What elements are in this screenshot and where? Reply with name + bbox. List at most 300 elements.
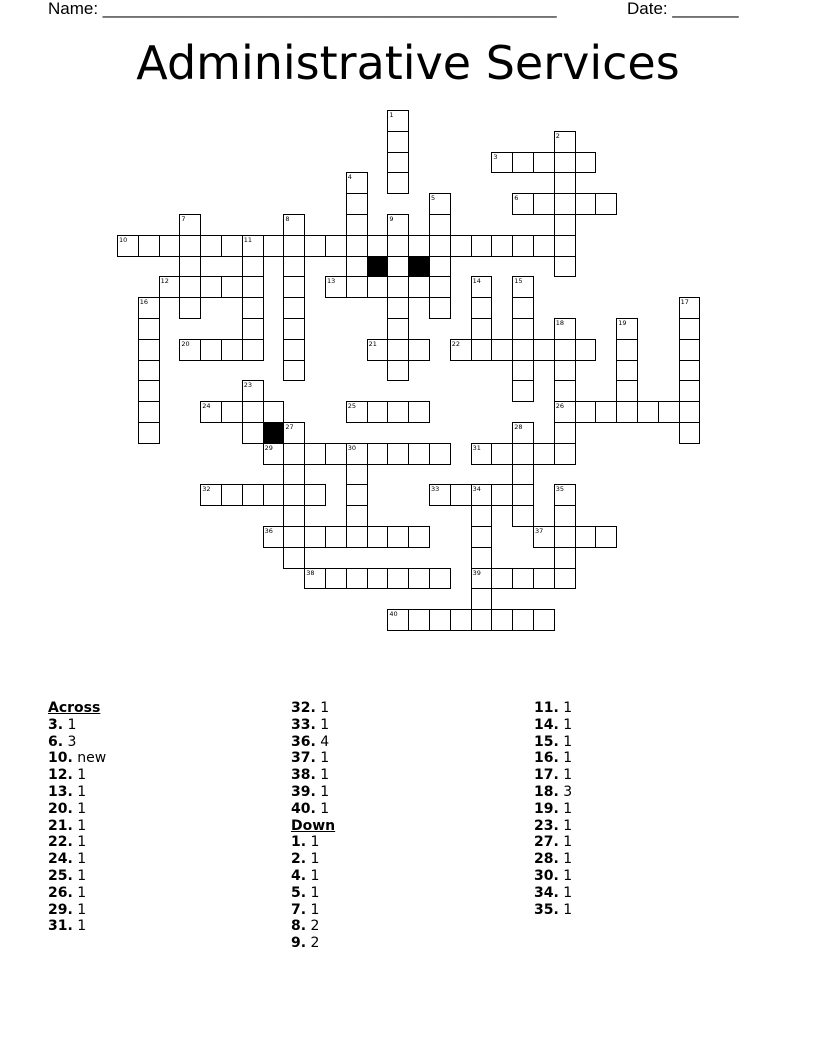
answer-cell[interactable] bbox=[283, 256, 305, 278]
answer-cell[interactable] bbox=[387, 526, 409, 548]
clue-item bbox=[48, 834, 106, 851]
answer-cell[interactable] bbox=[283, 484, 305, 506]
answer-cell[interactable] bbox=[325, 235, 347, 257]
answer-cell[interactable] bbox=[367, 276, 389, 298]
answer-cell[interactable] bbox=[367, 235, 389, 257]
answer-cell[interactable] bbox=[679, 360, 701, 382]
answer-cell[interactable] bbox=[450, 235, 472, 257]
answer-cell[interactable] bbox=[512, 609, 534, 631]
answer-cell[interactable] bbox=[429, 609, 451, 631]
answer-cell[interactable] bbox=[346, 214, 368, 236]
answer-cell[interactable] bbox=[575, 401, 597, 423]
answer-cell[interactable] bbox=[387, 152, 409, 174]
answer-cell[interactable] bbox=[471, 318, 493, 340]
answer-cell[interactable] bbox=[263, 235, 285, 257]
clue-text: 1 bbox=[306, 901, 320, 918]
answer-cell[interactable] bbox=[679, 318, 701, 340]
clue-item bbox=[291, 784, 335, 801]
answer-cell[interactable] bbox=[679, 297, 701, 319]
answer-cell[interactable] bbox=[367, 443, 389, 465]
answer-cell[interactable] bbox=[221, 401, 243, 423]
answer-cell[interactable] bbox=[325, 276, 347, 298]
answer-cell[interactable] bbox=[554, 360, 576, 382]
answer-cell[interactable] bbox=[554, 318, 576, 340]
answer-cell[interactable] bbox=[387, 339, 409, 361]
answer-cell[interactable] bbox=[387, 276, 409, 298]
answer-cell[interactable] bbox=[221, 276, 243, 298]
clue-item bbox=[534, 818, 572, 835]
clue-text: 1 bbox=[72, 783, 87, 800]
answer-cell[interactable] bbox=[200, 339, 222, 361]
answer-cell[interactable] bbox=[387, 360, 409, 382]
answer-cell[interactable] bbox=[658, 401, 680, 423]
cell-number: 16 bbox=[139, 298, 149, 307]
answer-cell[interactable] bbox=[242, 276, 264, 298]
clue-number: 34. bbox=[534, 884, 559, 901]
answer-cell[interactable] bbox=[450, 339, 472, 361]
answer-cell[interactable] bbox=[512, 339, 534, 361]
clue-text: 1 bbox=[558, 834, 573, 851]
clue-item bbox=[291, 834, 335, 851]
answer-cell[interactable] bbox=[387, 318, 409, 340]
clue-text: 1 bbox=[306, 851, 320, 868]
cell-number: 23 bbox=[243, 381, 253, 390]
answer-cell[interactable] bbox=[471, 505, 493, 527]
answer-cell[interactable] bbox=[512, 422, 534, 444]
answer-cell[interactable] bbox=[387, 401, 409, 423]
answer-cell[interactable] bbox=[346, 505, 368, 527]
answer-cell[interactable] bbox=[387, 609, 409, 631]
answer-cell[interactable] bbox=[138, 360, 160, 382]
answer-cell[interactable] bbox=[221, 339, 243, 361]
answer-cell[interactable] bbox=[429, 484, 451, 506]
clue-item bbox=[48, 784, 106, 801]
black-square bbox=[408, 256, 430, 278]
answer-cell[interactable] bbox=[242, 339, 264, 361]
answer-cell[interactable] bbox=[408, 276, 430, 298]
clue-number: 18. bbox=[534, 783, 559, 800]
answer-cell[interactable] bbox=[491, 609, 513, 631]
answer-cell[interactable] bbox=[138, 401, 160, 423]
answer-cell[interactable] bbox=[283, 235, 305, 257]
clue-text: 1 bbox=[72, 918, 87, 935]
clue-item bbox=[534, 801, 572, 818]
answer-cell[interactable] bbox=[471, 339, 493, 361]
clue-item bbox=[291, 717, 335, 734]
answer-cell[interactable] bbox=[491, 568, 513, 590]
clue-text: 1 bbox=[558, 817, 573, 834]
answer-cell[interactable] bbox=[283, 422, 305, 444]
clue-number: 23. bbox=[534, 817, 559, 834]
answer-cell[interactable] bbox=[512, 505, 534, 527]
answer-cell[interactable] bbox=[138, 297, 160, 319]
clue-number: 36. bbox=[291, 733, 316, 750]
cell-number: 25 bbox=[347, 402, 357, 411]
answer-cell[interactable] bbox=[283, 547, 305, 569]
answer-cell[interactable] bbox=[304, 568, 326, 590]
answer-cell[interactable] bbox=[491, 443, 513, 465]
answer-cell[interactable] bbox=[283, 339, 305, 361]
answer-cell[interactable] bbox=[408, 568, 430, 590]
answer-cell[interactable] bbox=[283, 526, 305, 548]
answer-cell[interactable] bbox=[200, 484, 222, 506]
answer-cell[interactable] bbox=[221, 235, 243, 257]
answer-cell[interactable] bbox=[595, 193, 617, 215]
answer-cell[interactable] bbox=[408, 235, 430, 257]
answer-cell[interactable] bbox=[554, 256, 576, 278]
answer-cell[interactable] bbox=[387, 131, 409, 153]
answer-cell[interactable] bbox=[387, 256, 409, 278]
answer-cell[interactable] bbox=[387, 172, 409, 194]
answer-cell[interactable] bbox=[200, 235, 222, 257]
answer-cell[interactable] bbox=[367, 339, 389, 361]
clue-text: 1 bbox=[72, 767, 87, 784]
cell-number: 22 bbox=[451, 339, 461, 348]
answer-cell[interactable] bbox=[533, 568, 555, 590]
answer-cell[interactable] bbox=[512, 276, 534, 298]
answer-cell[interactable] bbox=[512, 464, 534, 486]
clue-item bbox=[48, 734, 106, 751]
clue-item bbox=[291, 918, 335, 935]
answer-cell[interactable] bbox=[533, 152, 555, 174]
answer-cell[interactable] bbox=[554, 380, 576, 402]
answer-cell[interactable] bbox=[408, 339, 430, 361]
cell-number: 30 bbox=[347, 443, 357, 452]
clue-text: 1 bbox=[72, 800, 87, 817]
clue-text: 1 bbox=[315, 716, 330, 733]
clue-number: 31. bbox=[48, 918, 73, 935]
answer-cell[interactable] bbox=[533, 193, 555, 215]
answer-cell[interactable] bbox=[304, 235, 326, 257]
clue-text: 1 bbox=[306, 834, 320, 851]
answer-cell[interactable] bbox=[242, 297, 264, 319]
clue-text: 1 bbox=[315, 783, 330, 800]
answer-cell[interactable] bbox=[512, 235, 534, 257]
answer-cell[interactable] bbox=[283, 214, 305, 236]
clue-number: 2. bbox=[291, 851, 307, 868]
answer-cell[interactable] bbox=[512, 297, 534, 319]
cell-number: 21 bbox=[368, 339, 377, 348]
clue-number: 37. bbox=[291, 750, 316, 767]
cell-number: 36 bbox=[264, 527, 273, 535]
answer-cell[interactable] bbox=[283, 276, 305, 298]
clue-text: 1 bbox=[558, 767, 573, 784]
answer-cell[interactable] bbox=[450, 484, 472, 506]
cell-number: 18 bbox=[555, 319, 565, 327]
clue-number: 19. bbox=[534, 800, 559, 817]
answer-cell[interactable] bbox=[304, 526, 326, 548]
answer-cell[interactable] bbox=[491, 484, 513, 506]
answer-cell[interactable] bbox=[221, 484, 243, 506]
answer-cell[interactable] bbox=[283, 318, 305, 340]
answer-cell[interactable] bbox=[138, 339, 160, 361]
answer-cell[interactable] bbox=[179, 339, 201, 361]
answer-cell[interactable] bbox=[304, 484, 326, 506]
answer-cell[interactable] bbox=[179, 214, 201, 236]
answer-cell[interactable] bbox=[179, 276, 201, 298]
answer-cell[interactable] bbox=[325, 526, 347, 548]
answer-cell[interactable] bbox=[471, 443, 493, 465]
answer-cell[interactable] bbox=[679, 380, 701, 402]
answer-cell[interactable] bbox=[512, 152, 534, 174]
cell-number: 26 bbox=[555, 402, 565, 411]
clue-text: 2 bbox=[306, 935, 320, 952]
answer-cell[interactable] bbox=[242, 422, 264, 444]
clue-number: 27. bbox=[534, 834, 559, 851]
clue-column-1 bbox=[48, 700, 106, 935]
answer-cell[interactable] bbox=[283, 297, 305, 319]
page-title: Administrative Services bbox=[136, 36, 680, 90]
answer-cell[interactable] bbox=[283, 443, 305, 465]
answer-cell[interactable] bbox=[117, 235, 139, 257]
cell-number: 39 bbox=[472, 568, 481, 577]
answer-cell[interactable] bbox=[554, 131, 576, 153]
answer-cell[interactable] bbox=[138, 380, 160, 402]
clue-number: 15. bbox=[534, 733, 559, 750]
answer-cell[interactable] bbox=[554, 422, 576, 444]
answer-cell[interactable] bbox=[554, 152, 576, 174]
answer-cell[interactable] bbox=[263, 401, 285, 423]
answer-cell[interactable] bbox=[346, 484, 368, 506]
answer-cell[interactable] bbox=[616, 318, 638, 340]
answer-cell[interactable] bbox=[554, 547, 576, 569]
cell-number: 32 bbox=[202, 485, 211, 494]
answer-cell[interactable] bbox=[533, 443, 555, 465]
answer-cell[interactable] bbox=[512, 360, 534, 382]
answer-cell[interactable] bbox=[512, 318, 534, 340]
answer-cell[interactable] bbox=[346, 464, 368, 486]
clue-number: 11. bbox=[534, 700, 559, 716]
clue-item bbox=[291, 885, 335, 902]
clue-number: 13. bbox=[48, 783, 73, 800]
answer-cell[interactable] bbox=[346, 526, 368, 548]
answer-cell[interactable] bbox=[575, 339, 597, 361]
answer-cell[interactable] bbox=[367, 401, 389, 423]
clue-number: 4. bbox=[291, 867, 307, 884]
answer-cell[interactable] bbox=[554, 214, 576, 236]
answer-cell[interactable] bbox=[429, 297, 451, 319]
clue-text: 2 bbox=[306, 918, 320, 935]
answer-cell[interactable] bbox=[554, 443, 576, 465]
answer-cell[interactable] bbox=[346, 568, 368, 590]
answer-cell[interactable] bbox=[533, 339, 555, 361]
answer-cell[interactable] bbox=[575, 526, 597, 548]
answer-cell[interactable] bbox=[242, 235, 264, 257]
answer-cell[interactable] bbox=[387, 297, 409, 319]
answer-cell[interactable] bbox=[408, 526, 430, 548]
answer-cell[interactable] bbox=[429, 276, 451, 298]
answer-cell[interactable] bbox=[554, 526, 576, 548]
clue-number: 5. bbox=[291, 884, 307, 901]
answer-cell[interactable] bbox=[471, 276, 493, 298]
answer-cell[interactable] bbox=[491, 339, 513, 361]
answer-cell[interactable] bbox=[159, 276, 181, 298]
answer-cell[interactable] bbox=[367, 568, 389, 590]
answer-cell[interactable] bbox=[263, 484, 285, 506]
answer-cell[interactable] bbox=[159, 235, 181, 257]
cell-number: 10 bbox=[119, 235, 128, 244]
clue-text: 1 bbox=[72, 867, 87, 884]
answer-cell[interactable] bbox=[533, 235, 555, 257]
answer-cell[interactable] bbox=[533, 526, 555, 548]
clue-number: 25. bbox=[48, 867, 73, 884]
answer-cell[interactable] bbox=[595, 526, 617, 548]
clue-item bbox=[534, 784, 572, 801]
answer-cell[interactable] bbox=[325, 568, 347, 590]
answer-cell[interactable] bbox=[471, 547, 493, 569]
answer-cell[interactable] bbox=[429, 214, 451, 236]
answer-cell[interactable] bbox=[346, 235, 368, 257]
answer-cell[interactable] bbox=[346, 172, 368, 194]
answer-cell[interactable] bbox=[554, 193, 576, 215]
cell-number: 8 bbox=[285, 215, 290, 223]
answer-cell[interactable] bbox=[346, 401, 368, 423]
clue-item bbox=[291, 851, 335, 868]
clue-item bbox=[534, 700, 572, 717]
answer-cell[interactable] bbox=[471, 297, 493, 319]
answer-cell[interactable] bbox=[554, 401, 576, 423]
answer-cell[interactable] bbox=[471, 568, 493, 590]
answer-cell[interactable] bbox=[512, 443, 534, 465]
clue-number: 6. bbox=[48, 733, 64, 750]
answer-cell[interactable] bbox=[408, 609, 430, 631]
answer-cell[interactable] bbox=[179, 297, 201, 319]
clue-item bbox=[534, 868, 572, 885]
answer-cell[interactable] bbox=[554, 235, 576, 257]
answer-cell[interactable] bbox=[304, 443, 326, 465]
answer-cell[interactable] bbox=[575, 152, 597, 174]
clue-item bbox=[291, 935, 335, 952]
answer-cell[interactable] bbox=[138, 422, 160, 444]
answer-cell[interactable] bbox=[512, 380, 534, 402]
answer-cell[interactable] bbox=[200, 401, 222, 423]
answer-cell[interactable] bbox=[242, 484, 264, 506]
answer-cell[interactable] bbox=[512, 193, 534, 215]
clue-item bbox=[534, 750, 572, 767]
clue-item bbox=[291, 868, 335, 885]
answer-cell[interactable] bbox=[679, 422, 701, 444]
answer-cell[interactable] bbox=[346, 443, 368, 465]
cell-number: 29 bbox=[264, 443, 273, 452]
clue-text: 1 bbox=[315, 750, 330, 767]
answer-cell[interactable] bbox=[491, 152, 513, 174]
answer-cell[interactable] bbox=[616, 360, 638, 382]
cell-number: 9 bbox=[389, 215, 394, 223]
answer-cell[interactable] bbox=[554, 505, 576, 527]
answer-cell[interactable] bbox=[429, 193, 451, 215]
answer-cell[interactable] bbox=[512, 484, 534, 506]
answer-cell[interactable] bbox=[471, 526, 493, 548]
answer-cell[interactable] bbox=[325, 443, 347, 465]
answer-cell[interactable] bbox=[471, 484, 493, 506]
answer-cell[interactable] bbox=[179, 235, 201, 257]
answer-cell[interactable] bbox=[387, 443, 409, 465]
clue-text: 1 bbox=[306, 867, 320, 884]
answer-cell[interactable] bbox=[429, 443, 451, 465]
answer-cell[interactable] bbox=[616, 380, 638, 402]
answer-cell[interactable] bbox=[616, 401, 638, 423]
clue-number: 38. bbox=[291, 767, 316, 784]
answer-cell[interactable] bbox=[429, 568, 451, 590]
answer-cell[interactable] bbox=[533, 609, 555, 631]
answer-cell[interactable] bbox=[283, 360, 305, 382]
answer-cell[interactable] bbox=[491, 235, 513, 257]
answer-cell[interactable] bbox=[471, 609, 493, 631]
cell-number: 12 bbox=[160, 277, 169, 286]
clue-text: 1 bbox=[315, 800, 330, 817]
clue-number: 26. bbox=[48, 884, 73, 901]
answer-cell[interactable] bbox=[242, 380, 264, 402]
answer-cell[interactable] bbox=[367, 526, 389, 548]
clue-text: 1 bbox=[558, 867, 573, 884]
answer-cell[interactable] bbox=[263, 443, 285, 465]
answer-cell[interactable] bbox=[346, 256, 368, 278]
clue-number: 8. bbox=[291, 918, 307, 935]
answer-cell[interactable] bbox=[595, 401, 617, 423]
answer-cell[interactable] bbox=[554, 172, 576, 194]
answer-cell[interactable] bbox=[616, 339, 638, 361]
answer-cell[interactable] bbox=[263, 526, 285, 548]
clue-number: 40. bbox=[291, 800, 316, 817]
answer-cell[interactable] bbox=[242, 318, 264, 340]
clue-heading-text: Across bbox=[48, 700, 101, 716]
answer-cell[interactable] bbox=[471, 235, 493, 257]
clue-item bbox=[48, 717, 106, 734]
cell-number: 17 bbox=[680, 298, 689, 307]
answer-cell[interactable] bbox=[429, 256, 451, 278]
clue-text: 1 bbox=[558, 901, 573, 918]
answer-cell[interactable] bbox=[387, 214, 409, 236]
clue-number: 30. bbox=[534, 867, 559, 884]
answer-cell[interactable] bbox=[242, 401, 264, 423]
answer-cell[interactable] bbox=[637, 401, 659, 423]
answer-cell[interactable] bbox=[575, 193, 597, 215]
answer-cell[interactable] bbox=[179, 256, 201, 278]
answer-cell[interactable] bbox=[283, 505, 305, 527]
answer-cell[interactable] bbox=[512, 568, 534, 590]
clue-item bbox=[291, 902, 335, 919]
answer-cell[interactable] bbox=[138, 318, 160, 340]
answer-cell[interactable] bbox=[387, 235, 409, 257]
clue-item bbox=[534, 767, 572, 784]
answer-cell[interactable] bbox=[554, 484, 576, 506]
answer-cell[interactable] bbox=[138, 235, 160, 257]
answer-cell[interactable] bbox=[450, 609, 472, 631]
answer-cell[interactable] bbox=[346, 276, 368, 298]
answer-cell[interactable] bbox=[346, 193, 368, 215]
clue-text: 1 bbox=[558, 716, 573, 733]
black-square bbox=[367, 256, 389, 278]
answer-cell[interactable] bbox=[429, 235, 451, 257]
answer-cell[interactable] bbox=[387, 568, 409, 590]
answer-cell[interactable] bbox=[679, 401, 701, 423]
answer-cell[interactable] bbox=[471, 588, 493, 610]
answer-cell[interactable] bbox=[679, 339, 701, 361]
clue-number: 12. bbox=[48, 767, 73, 784]
answer-cell[interactable] bbox=[283, 464, 305, 486]
clue-number: 22. bbox=[48, 834, 73, 851]
answer-cell[interactable] bbox=[200, 276, 222, 298]
answer-cell[interactable] bbox=[554, 568, 576, 590]
cell-number: 14 bbox=[472, 277, 481, 286]
answer-cell[interactable] bbox=[554, 339, 576, 361]
answer-cell[interactable] bbox=[387, 110, 409, 132]
answer-cell[interactable] bbox=[408, 401, 430, 423]
answer-cell[interactable] bbox=[242, 256, 264, 278]
answer-cell[interactable] bbox=[408, 443, 430, 465]
clue-heading-text: Down bbox=[291, 817, 336, 834]
cell-number: 2 bbox=[555, 131, 560, 140]
